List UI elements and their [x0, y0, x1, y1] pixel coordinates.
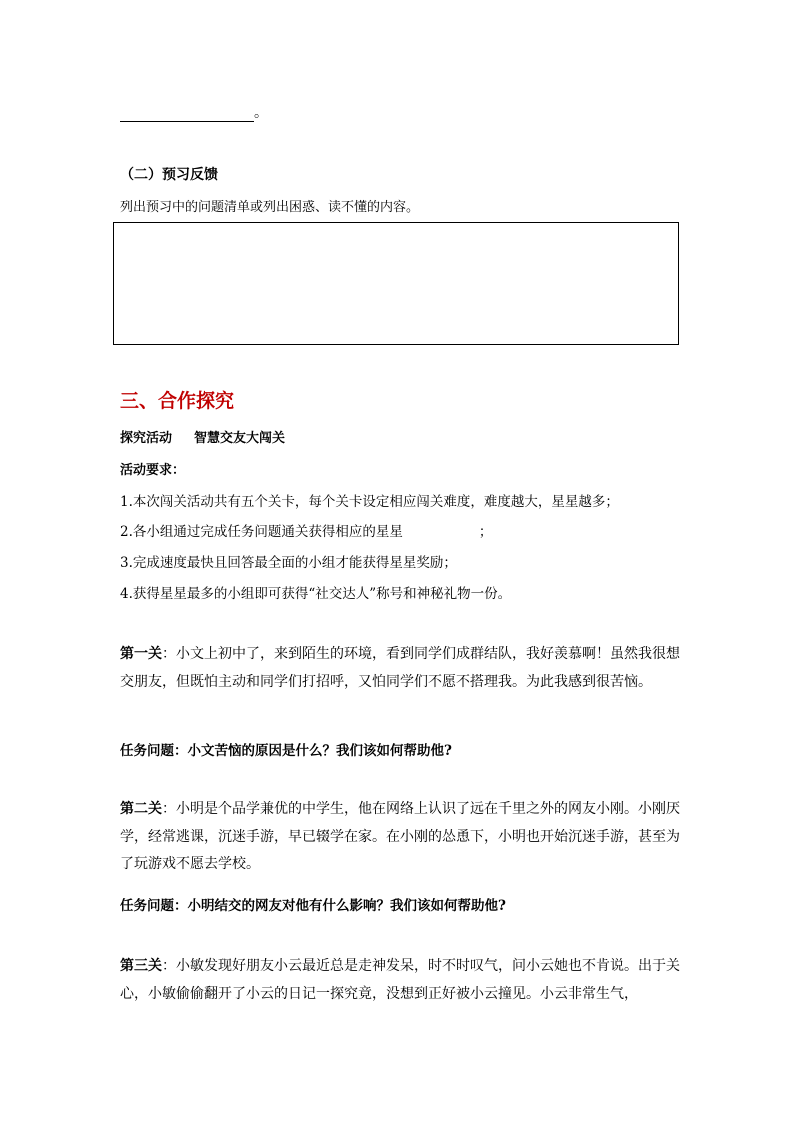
fill-in-blank [120, 102, 268, 122]
blank-underline [120, 106, 254, 122]
blank-punctuation: 。 [254, 105, 268, 121]
level-text: 小明是个品学兼优的中学生，他在网络上认识了远在千里之外的网友小刚。小刚厌学，经常逃课，沉迷手游，早已辍学在家。在小刚的怂恿下，小明也开始沉迷手游，甚至为了玩游戏不愿去学校。 [120, 801, 680, 872]
answer-box[interactable] [113, 222, 679, 345]
level-paragraph: 第一关：小文上初中了，来到陌生的环境，看到同学们成群结队，我好羡慕啊！虽然我很想交朋友，但既怕主动和同学们打招呼，又怕同学们不愿不搭理我。为此我感到很苦恼。 [120, 646, 680, 690]
level-paragraph: 第二关：小明是个品学兼优的中学生，他在网络上认识了远在千里之外的网友小刚。小刚厌学，经常逃课，沉迷手游，早已辍学在家。在小刚的怂恿下，小明也开始沉迷手游，甚至为了玩游戏不愿去学校。 [120, 801, 680, 872]
level-text: 小敏发现好朋友小云最近总是走神发呆，时不时叹气，问小云她也不肯说。出于关心，小敏偷偷翻开了小云的日记一探究竟，没想到正好被小云撞见。小云非常生气， [120, 958, 680, 1002]
rule-item: 4.获得星星最多的小组即可获得“社交达人”称号和神秘礼物一份。 [120, 586, 512, 602]
rule-item-text: 2.各小组通过完成任务问题通关获得相应的星星 [120, 524, 403, 540]
activity-line [120, 427, 285, 446]
section-title: 三、合作探究 [120, 390, 235, 412]
level-paragraph: 第三关：小敏发现好朋友小云最近总是走神发呆，时不时叹气，问小云她也不肯说。出于关心，小敏偷偷翻开了小云的日记一探究竟，没想到正好被小云撞见。小云非常生气， [120, 958, 680, 1002]
activity-label: 探究活动 [120, 431, 173, 446]
task-question: 任务问题：小文苦恼的原因是什么？我们该如何帮助他? [120, 743, 452, 759]
level-label: 第一关 [120, 646, 162, 662]
rule-item: 1.本次闯关活动共有五个关卡，每个关卡设定相应闯关难度，难度越大，星星越多； [120, 494, 619, 510]
level-label: 第三关 [120, 958, 162, 974]
preview-feedback-heading: （二）预习反馈 [120, 167, 218, 183]
rule-item-end: ； [478, 524, 493, 540]
level-text: 小文上初中了，来到陌生的环境，看到同学们成群结队，我好羡慕啊！虽然我很想交朋友，但既怕主动和同学们打招呼，又怕同学们不愿不搭理我。为此我感到很苦恼。 [120, 646, 680, 690]
preview-feedback-instruction: 列出预习中的问题清单或列出困惑、读不懂的内容。 [120, 200, 420, 215]
task-question: 任务问题：小明结交的网友对他有什么影响？我们该如何帮助他? [120, 898, 506, 914]
rule-item: 3.完成速度最快且回答最全面的小组才能获得星星奖励； [120, 555, 457, 571]
requirements-title: 活动要求： [120, 463, 186, 478]
rule-item [120, 520, 492, 540]
level-label: 第二关 [120, 801, 162, 817]
activity-name: 智慧交友大闯关 [194, 431, 286, 446]
